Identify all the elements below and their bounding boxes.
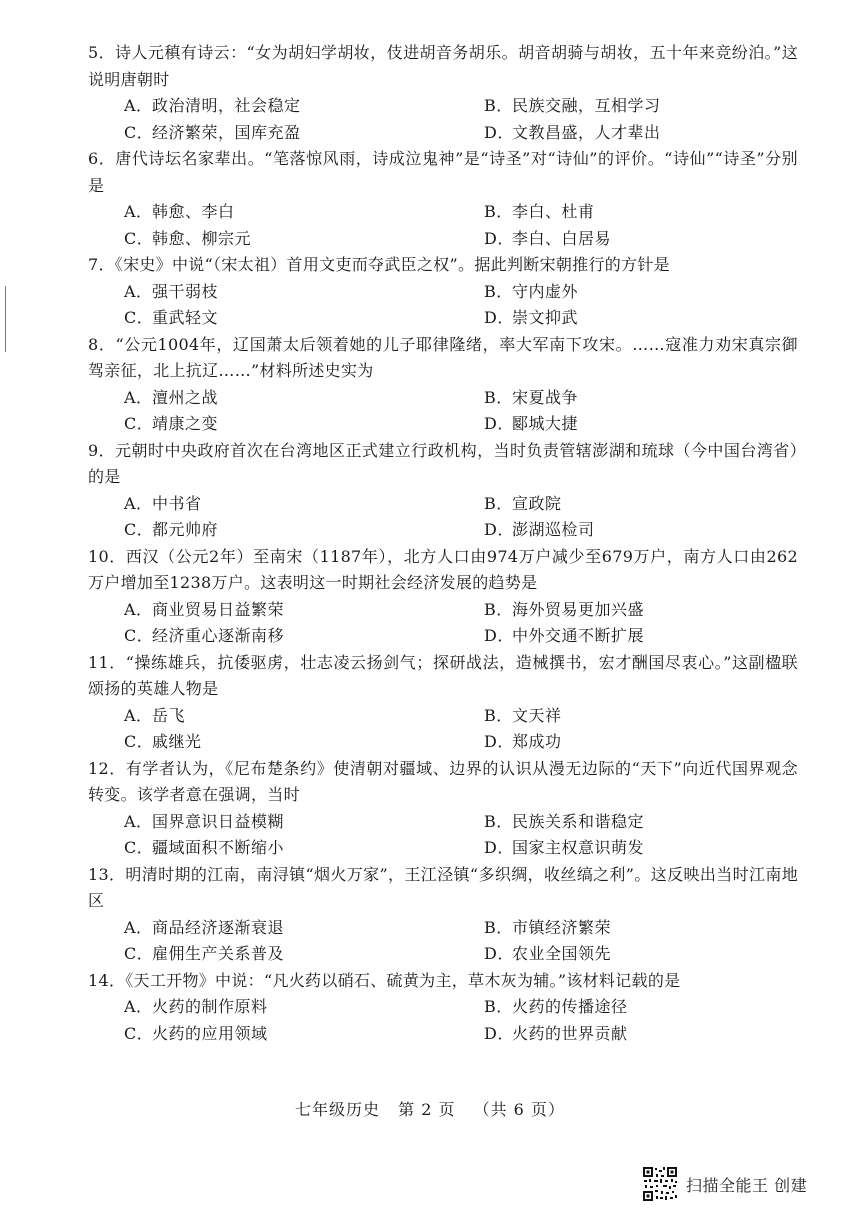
option-text: 雇佣生产关系普及 [152, 944, 285, 963]
option-text: 守内虚外 [512, 281, 579, 301]
answer-option [124, 835, 484, 862]
option-text: 火药的传播途径 [512, 997, 628, 1016]
answer-option [484, 120, 834, 147]
option-letter: C． [124, 228, 154, 248]
answer-option [124, 491, 484, 518]
option-text: 澎湖巡检司 [512, 520, 595, 539]
answer-option [484, 279, 834, 306]
option-letter: C． [124, 838, 154, 857]
answer-option [124, 1021, 484, 1048]
answer-option [484, 1021, 834, 1048]
answer-option [124, 994, 484, 1021]
question-stem: 14．《天工开物》中说：“凡火药以硝石、硫黄为主，草木灰为辅。”该材料记载的是 [88, 970, 681, 990]
option-text: 李白、杜甫 [512, 202, 595, 221]
answer-option [484, 941, 834, 968]
option-text: 市镇经济繁荣 [512, 917, 612, 937]
option-text: 火药的世界贡献 [512, 1023, 628, 1043]
option-text: 宣政院 [512, 493, 562, 513]
question [88, 862, 798, 968]
answer-option [124, 703, 484, 730]
option-text: 中外交通不断扩展 [512, 626, 645, 645]
option-list [88, 915, 798, 968]
option-letter: A． [124, 202, 153, 221]
answer-option [124, 729, 484, 756]
question-stem: 12．有学者认为，《尼布楚条约》使清朝对疆域、边界的认识从漫无边际的“天下”向近代国界观念转变。该学者意在强调，当时 [88, 758, 798, 804]
option-text: 宋夏战争 [512, 387, 579, 407]
option-text: 经济繁荣，国库充盈 [152, 122, 301, 142]
option-letter: A． [124, 493, 153, 513]
answer-option [124, 305, 484, 332]
answer-option [484, 385, 834, 412]
answer-option [484, 199, 834, 226]
option-letter: B． [484, 997, 513, 1016]
answer-option [124, 411, 484, 438]
option-letter: D． [484, 414, 514, 433]
option-letter: B． [484, 599, 513, 619]
option-letter: A． [124, 281, 153, 301]
option-letter: C． [124, 414, 154, 433]
question [88, 650, 798, 756]
option-letter: D． [484, 732, 514, 751]
question [88, 146, 798, 252]
option-text: 韩愈、柳宗元 [152, 228, 252, 248]
option-text: 国界意识日益模糊 [152, 811, 285, 831]
answer-option [484, 93, 834, 120]
question-stem: 9．元朝时中央政府首次在台湾地区正式建立行政机构，当时负责管辖澎湖和琉球（今中国台湾省）的是 [88, 440, 798, 486]
answer-option [484, 703, 834, 730]
option-letter: D． [484, 944, 514, 963]
option-text: 中书省 [152, 493, 202, 513]
option-letter: A． [124, 387, 153, 407]
option-text: 岳飞 [152, 705, 186, 725]
question-stem: 10．西汉（公元2年）至南宋（1187年），北方人口由974万户减少至679万户，南方人口由262万户增加至1238万户。这表明这一时期社会经济发展的趋势是 [88, 546, 798, 592]
option-list [88, 994, 798, 1047]
answer-option [484, 623, 834, 650]
option-letter: A． [124, 96, 153, 115]
option-letter: C． [124, 944, 154, 963]
question-stem: 13．明清时期的江南，南浔镇“烟火万家”，王江泾镇“多织绸，收丝缟之利”。这反映出当时江南地区 [88, 864, 798, 910]
option-text: 强干弱枝 [152, 281, 219, 301]
option-letter: B． [484, 811, 513, 831]
option-letter: A． [124, 811, 153, 831]
answer-option [484, 226, 834, 253]
answer-option [484, 411, 834, 438]
option-text: 都元帅府 [152, 520, 219, 539]
question [88, 40, 798, 146]
option-letter: C． [124, 308, 154, 327]
question [88, 438, 798, 544]
option-text: 海外贸易更加兴盛 [512, 599, 645, 619]
answer-option [484, 809, 834, 836]
answer-option [484, 915, 834, 942]
option-letter: B． [484, 202, 513, 221]
answer-option [484, 517, 834, 544]
question-stem: 11．“操练雄兵，抗倭驱虏，壮志凌云扬剑气；探研战法，造械撰书，宏才酬国尽衷心。”这副楹联颂扬的英雄人物是 [88, 652, 798, 698]
option-text: 重武轻文 [152, 308, 219, 327]
option-letter: D． [484, 520, 514, 539]
option-text: 民族关系和谐稳定 [512, 811, 645, 831]
question-list [88, 40, 798, 1047]
option-letter: A． [124, 917, 153, 937]
option-text: 郑成功 [512, 732, 562, 751]
option-letter: C． [124, 1023, 154, 1043]
option-letter: C． [124, 732, 154, 751]
option-letter: D． [484, 228, 514, 248]
option-letter: B． [484, 917, 513, 937]
option-letter: A． [124, 997, 153, 1016]
answer-option [124, 279, 484, 306]
option-text: 疆域面积不断缩小 [152, 838, 285, 857]
answer-option [124, 226, 484, 253]
option-list [88, 199, 798, 252]
option-list [88, 491, 798, 544]
option-letter: C． [124, 626, 154, 645]
scanner-watermark-text: 扫描全能王 创建 [686, 1175, 808, 1195]
option-letter: B． [484, 96, 513, 115]
option-letter: D． [484, 308, 514, 327]
answer-option [124, 120, 484, 147]
answer-option [484, 305, 834, 332]
answer-option [484, 729, 834, 756]
binding-margin-mark [5, 286, 6, 352]
option-text: 国家主权意识萌发 [512, 838, 645, 857]
footer-page-number: 第 2 页 [398, 1100, 456, 1119]
answer-option [124, 385, 484, 412]
option-text: 澶州之战 [152, 387, 219, 407]
option-text: 商品经济逐渐衰退 [152, 917, 285, 937]
option-letter: B． [484, 387, 513, 407]
option-letter: D． [484, 838, 514, 857]
option-text: 李白、白居易 [512, 228, 612, 248]
answer-option [124, 199, 484, 226]
answer-option [124, 809, 484, 836]
option-letter: A． [124, 705, 153, 725]
question [88, 544, 798, 650]
option-letter: A． [124, 599, 153, 619]
answer-option [124, 915, 484, 942]
option-list [88, 93, 798, 146]
option-text: 火药的应用领域 [152, 1023, 268, 1043]
option-letter: B． [484, 705, 513, 725]
option-list [88, 385, 798, 438]
option-letter: B． [484, 493, 513, 513]
option-text: 经济重心逐渐南移 [152, 626, 285, 645]
option-text: 民族交融，互相学习 [512, 96, 661, 115]
answer-option [484, 597, 834, 624]
page-footer [0, 1097, 860, 1120]
option-list [88, 809, 798, 862]
question [88, 252, 798, 332]
option-letter: D． [484, 122, 514, 142]
question-stem: 7．《宋史》中说“（宋太祖）首用文吏而夺武臣之权”。据此判断宋朝推行的方针是 [88, 255, 670, 274]
option-text: 火药的制作原料 [152, 997, 268, 1016]
answer-option [484, 491, 834, 518]
question [88, 756, 798, 862]
option-text: 靖康之变 [152, 414, 219, 433]
scanner-watermark [642, 1165, 807, 1203]
answer-option [484, 994, 834, 1021]
option-list [88, 279, 798, 332]
option-list [88, 703, 798, 756]
answer-option [124, 93, 484, 120]
option-text: 郾城大捷 [512, 414, 579, 433]
answer-option [124, 941, 484, 968]
footer-subject: 七年级历史 [295, 1100, 381, 1119]
option-text: 文天祥 [512, 705, 562, 725]
option-letter: D． [484, 1023, 514, 1043]
question [88, 332, 798, 438]
option-list [88, 597, 798, 650]
option-text: 文教昌盛，人才辈出 [512, 122, 661, 142]
option-letter: D． [484, 626, 514, 645]
footer-total-pages: （共 6 页） [473, 1100, 565, 1119]
option-letter: C． [124, 122, 154, 142]
option-text: 韩愈、李白 [152, 202, 235, 221]
option-text: 政治清明，社会稳定 [152, 96, 301, 115]
option-text: 农业全国领先 [512, 944, 612, 963]
option-letter: B． [484, 281, 513, 301]
question-stem: 8．“公元1004年，辽国萧太后领着她的儿子耶律隆绪，率大军南下攻宋。……寇准力劝宋真宗御驾亲征，北上抗辽……”材料所述史实为 [88, 334, 798, 380]
answer-option [124, 597, 484, 624]
option-text: 崇文抑武 [512, 308, 579, 327]
answer-option [124, 517, 484, 544]
qr-code-icon [642, 1166, 678, 1202]
question-stem: 5．诗人元稹有诗云：“女为胡妇学胡妆，伎进胡音务胡乐。胡音胡骑与胡妆，五十年来竞纷泊。”这说明唐朝时 [88, 43, 798, 89]
question [88, 968, 798, 1048]
answer-option [124, 623, 484, 650]
option-text: 商业贸易日益繁荣 [152, 599, 285, 619]
question-stem: 6．唐代诗坛名家辈出。“笔落惊风雨，诗成泣鬼神”是“诗圣”对“诗仙”的评价。“诗仙”“诗圣”分别是 [88, 149, 798, 195]
option-text: 戚继光 [152, 732, 202, 751]
option-letter: C． [124, 520, 154, 539]
answer-option [484, 835, 834, 862]
